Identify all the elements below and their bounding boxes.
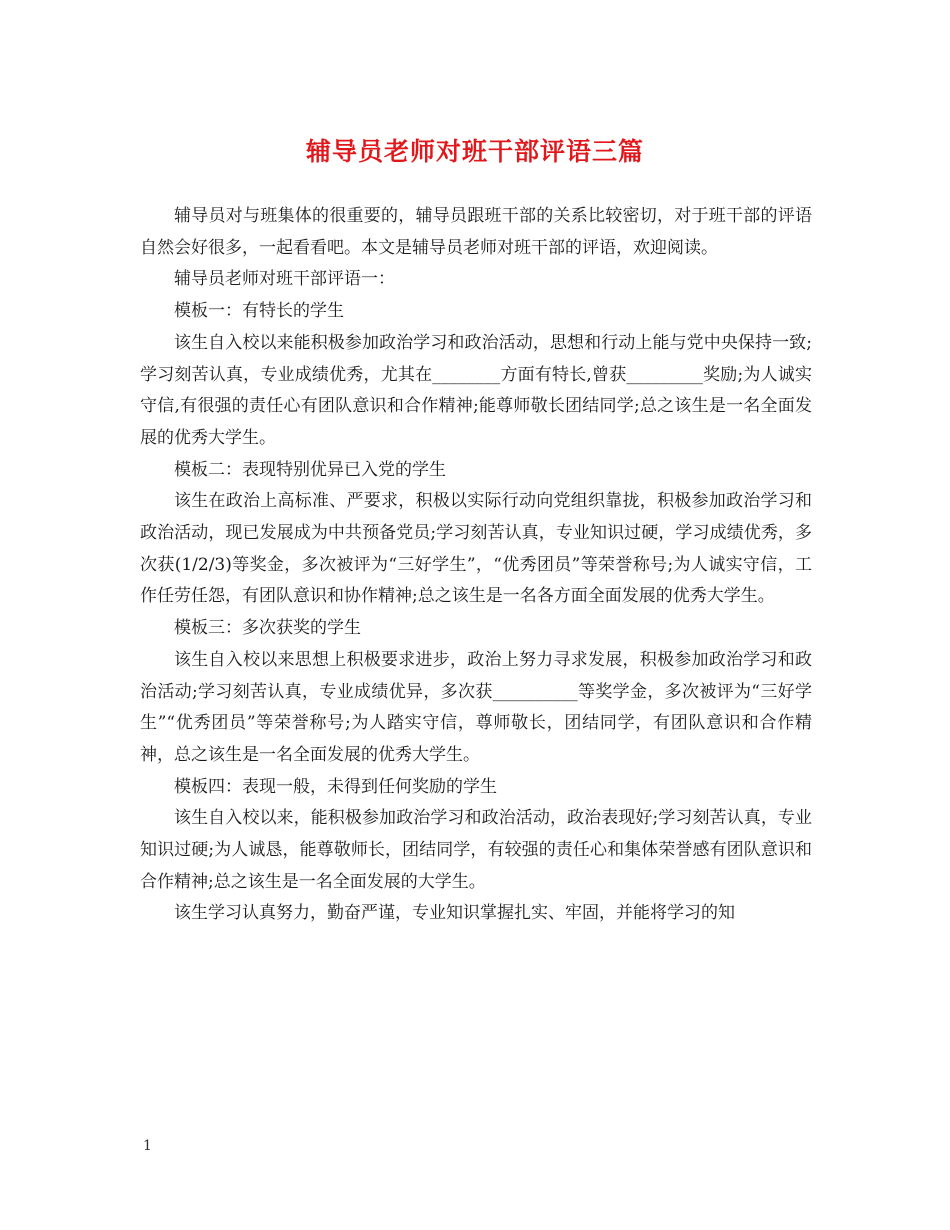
template-heading-3: 模板三：多次获奖的学生 (174, 618, 361, 639)
paragraph-intro: 辅导员对与班集体的很重要的，辅导员跟班干部的关系比较密切，对于班干部的评语自然会好很多，一起看看吧。本文是辅导员老师对班干部的评语，欢迎阅读。 (140, 206, 812, 258)
template-text-4: 该生自入校以来，能积极参加政治学习和政治活动，政治表现好;学习刻苦认真，专业知识过硬;为人诚恳，能尊敬师长，团结同学，有较强的责任心和集体荣誉感有团队意识和合作精神;总之该生是一名全面发展的大学生。 (140, 808, 812, 892)
template-heading-2: 模板二：表现特别优异已入党的学生 (174, 459, 446, 480)
template-heading-1: 模板一：有特长的学生 (174, 301, 344, 322)
document-title: 辅导员老师对班干部评语三篇 (305, 137, 644, 166)
template-heading-4: 模板四：表现一般，未得到任何奖励的学生 (174, 776, 497, 797)
template-text-3: 该生自入校以来思想上积极要求进步，政治上努力寻求发展，积极参加政治学习和政治活动;学习刻苦认真，专业成绩优异，多次获__________等奖学金，多次被评为“三好学生”“优秀团员”等荣誉称号;为人踏实守信，尊师敬长，团结同学，有团队意识和合作精神，总之该生是一名全面发展的优秀大学生。 (140, 649, 812, 765)
template-text-1: 该生自入校以来能积极参加政治学习和政治活动，思想和行动上能与党中央保持一致;学习刻苦认真，专业成绩优秀，尤其在________方面有特长,曾获_________奖励;为人诚实守信,有很强的责任心有团队意识和合作精神;能尊师敬长团结同学;总之该生是一名全面发展的优秀大学生。 (140, 332, 812, 448)
paragraph-continued: 该生学习认真努力，勤奋严谨，专业知识掌握扎实、牢固，并能将学习的知 (174, 903, 735, 924)
template-text-2: 该生在政治上高标准、严要求，积极以实际行动向党组织靠拢，积极参加政治学习和政治活动，现已发展成为中共预备党员;学习刻苦认真，专业知识过硬，学习成绩优秀，多次获(1/2/3)等奖金，多次被评为“三好学生”，“优秀团员”等荣誉称号;为人诚实守信，工作任劳任怨，有团队意识和协作精神;总之该生是一名各方面全面发展的优秀大学生。 (140, 491, 812, 607)
section-heading-one: 辅导员老师对班干部评语一： (174, 269, 395, 290)
page-number: 1 (143, 1138, 152, 1154)
document-body (140, 201, 812, 930)
